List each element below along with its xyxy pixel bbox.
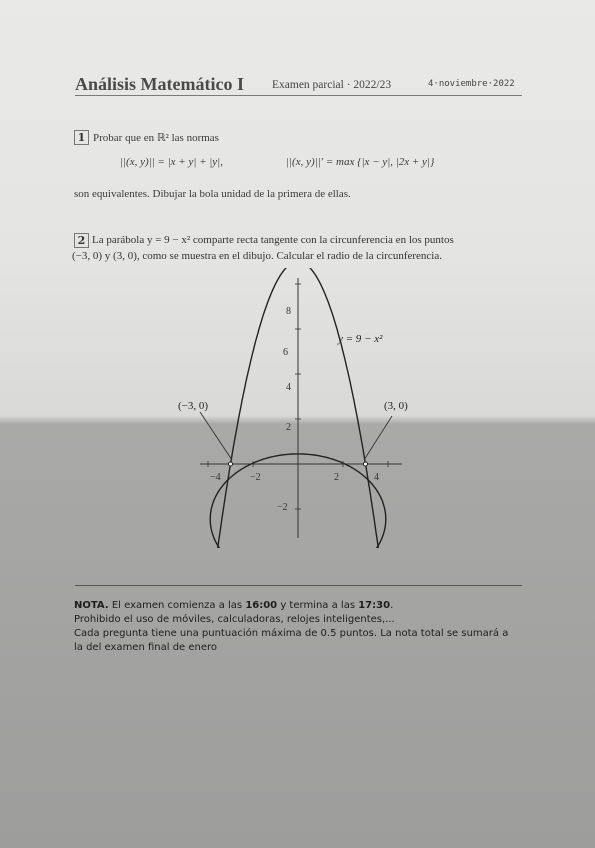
question-1-continuation: son equivalentes. Dibujar la bola unidad de la primera de ellas. (74, 188, 351, 200)
question-2-line-2: (−3, 0) y (3, 0), como se muestra en el dibujo. Calcular el radio de la circunferencia. (72, 250, 442, 262)
y-tick-neg-2: −2 (277, 502, 288, 513)
question-1-text: Probar que en ℝ² las normas (93, 132, 219, 144)
note-start-text: El examen comienza a las (108, 600, 246, 611)
tangent-point-right (364, 462, 368, 466)
question-2-line-1: La parábola y = 9 − x² comparte recta tangente con la circunferencia en los puntos (92, 234, 454, 246)
note-end-time: 17:30 (358, 600, 391, 611)
y-tick-6: 6 (283, 347, 288, 358)
pointer-line-left (200, 412, 232, 460)
x-tick-2: 2 (334, 472, 339, 483)
question-1-norm-1: ||(x, y)|| = |x + y| + |y|, (120, 156, 223, 168)
parabola-circle-figure (170, 268, 430, 548)
x-tick-neg-2: −2 (250, 472, 261, 483)
note-mid-text: y termina a las (277, 600, 359, 611)
y-tick-4: 4 (286, 382, 291, 393)
question-1-number: 1 (74, 130, 89, 145)
tangent-point-left (229, 462, 233, 466)
note-line-1 (74, 600, 393, 611)
point-right-label: (3, 0) (384, 400, 408, 412)
x-tick-4: 4 (374, 472, 379, 483)
point-left-label: (−3, 0) (178, 400, 209, 412)
note-label: NOTA. (74, 600, 109, 611)
x-tick-neg-4: −4 (210, 472, 221, 483)
note-line-2: Prohibido el uso de móviles, calculadoras, relojes inteligentes,... (74, 614, 395, 625)
question-1-norm-2: ||(x, y)||′ = max {|x − y|, |2x + y|} (286, 156, 435, 168)
exam-date: 4·noviembre·2022 (428, 79, 515, 89)
note-line-3: Cada pregunta tiene una puntuación máxima de 0.5 puntos. La nota total se sumará a (74, 628, 509, 639)
y-tick-8: 8 (286, 306, 291, 317)
note-start-time: 16:00 (245, 600, 278, 611)
note-end-text: . (390, 600, 394, 611)
note-line-4: la del examen final de enero (74, 642, 218, 653)
y-tick-2: 2 (286, 422, 291, 433)
parabola-label: y = 9 − x² (338, 333, 383, 345)
exam-subtitle: Examen parcial · 2022/23 (272, 79, 392, 91)
exam-title: Análisis Matemático I (75, 74, 244, 94)
notes-divider (75, 585, 522, 586)
question-2-number: 2 (74, 233, 89, 248)
pointer-line-right (364, 416, 392, 460)
header-divider (75, 95, 522, 96)
